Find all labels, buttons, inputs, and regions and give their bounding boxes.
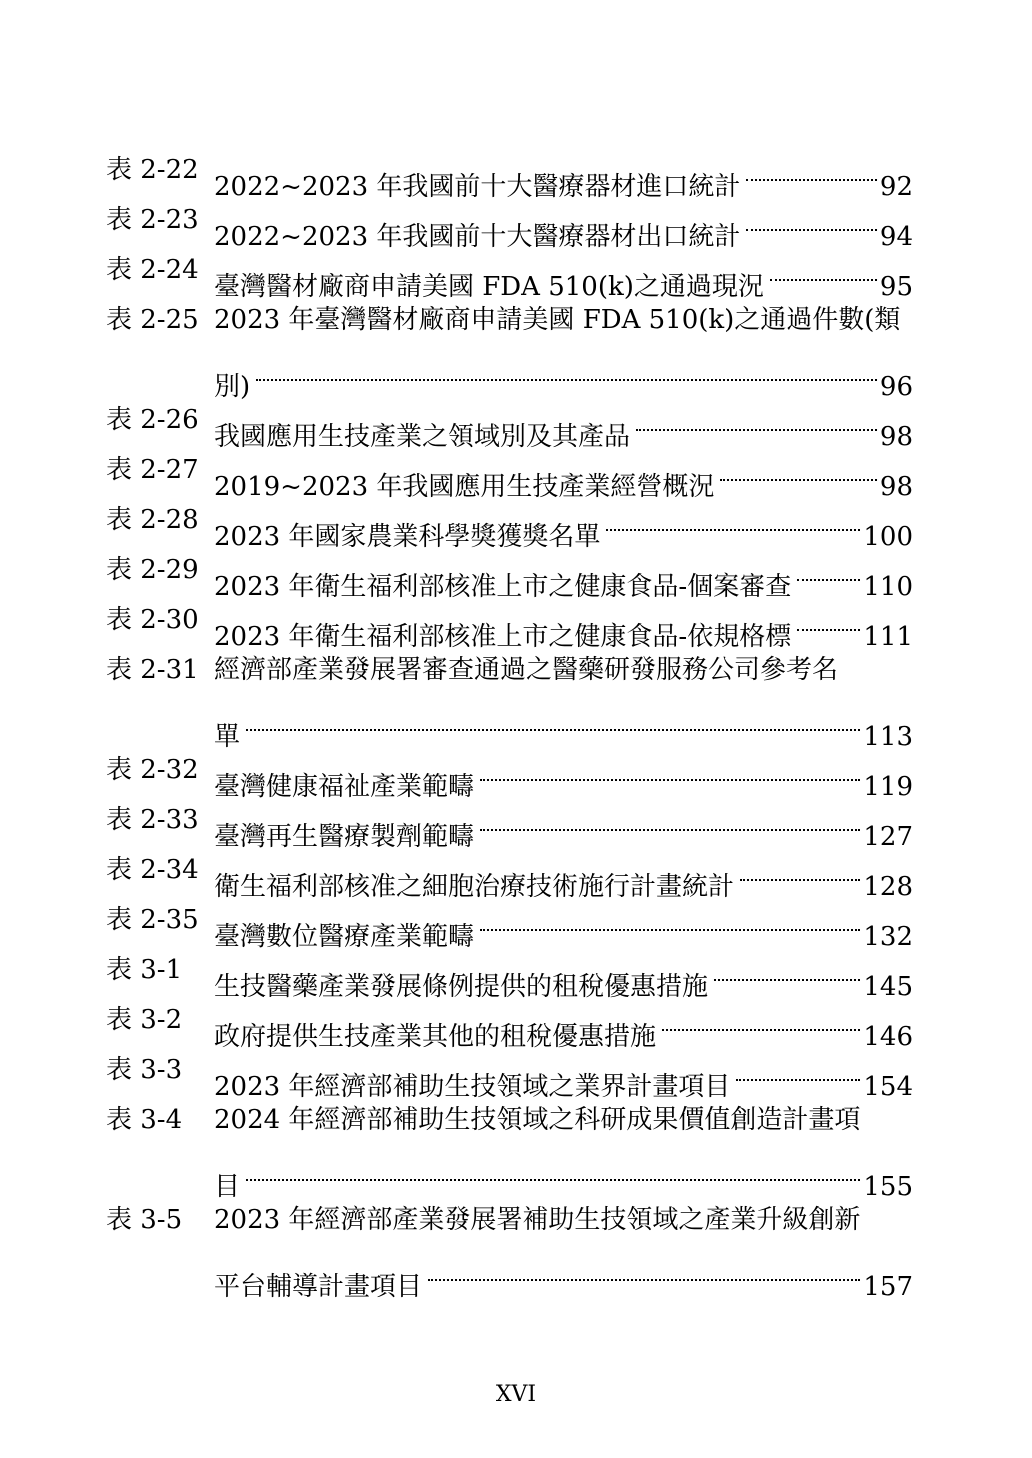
toc-entry-title: 2024 年經濟部補助生技領域之科研成果價值創造計畫項 — [214, 1105, 861, 1135]
dot-leader — [480, 795, 860, 845]
toc-entry-line — [0, 1195, 1032, 1245]
dot-leader — [736, 1045, 860, 1095]
toc-entry-line — [0, 595, 1032, 652]
toc-entry[interactable] — [0, 1095, 1032, 1202]
toc-entry-page: 111 — [863, 622, 913, 652]
toc-entry-title: 2019~2023 年我國應用生技產業經營概況 — [214, 472, 715, 502]
toc-entry-line — [0, 1045, 1032, 1102]
toc-entry-title: 臺灣醫材廠商申請美國 FDA 510(k)之通過現況 — [214, 272, 764, 302]
toc-entry-title: 2022~2023 年我國前十大醫療器材出口統計 — [214, 222, 741, 252]
toc-entry-page: 146 — [863, 1022, 913, 1052]
toc-entry-title: 2023 年衛生福利部核准上市之健康食品-依規格標 — [214, 622, 792, 652]
toc-entry-line — [0, 145, 1032, 202]
toc-entry-label: 表 2-26 — [106, 405, 199, 435]
toc-entry-leader-row — [214, 1245, 913, 1312]
toc-entry-label: 表 2-30 — [106, 605, 199, 635]
toc-entry-line — [0, 945, 1032, 1002]
toc-entry[interactable] — [0, 945, 1032, 1002]
toc-entry-page: 128 — [863, 872, 913, 902]
toc-entry-page: 100 — [863, 522, 913, 552]
toc-entry-title: 2023 年經濟部補助生技領域之業界計畫項目 — [214, 1072, 731, 1102]
dot-leader — [606, 495, 860, 545]
toc-entry[interactable] — [0, 995, 1032, 1052]
toc-entry-label: 表 3-5 — [106, 1205, 183, 1235]
page-number: XVI — [495, 1382, 537, 1407]
toc-entry-line — [0, 745, 1032, 802]
toc-entry-title: 衛生福利部核准之細胞治療技術施行計畫統計 — [214, 872, 735, 902]
dot-leader — [246, 1145, 860, 1195]
toc-entry-line — [0, 345, 1032, 402]
toc-entry-line — [0, 1245, 1032, 1302]
dot-leader — [746, 145, 877, 195]
toc-entry-title: 單 — [214, 722, 241, 752]
toc-entry-title: 政府提供生技產業其他的租稅優惠措施 — [214, 1022, 657, 1052]
toc-entry[interactable] — [0, 545, 1032, 602]
toc-entry[interactable] — [0, 795, 1032, 852]
toc-entry[interactable] — [0, 745, 1032, 802]
dot-leader — [714, 945, 860, 995]
table-of-contents — [0, 145, 1032, 1302]
toc-entry-line — [0, 545, 1032, 602]
toc-entry-page: 110 — [863, 572, 913, 602]
toc-entry-label: 表 2-29 — [106, 555, 199, 585]
toc-entry-page: 127 — [863, 822, 913, 852]
toc-entry-title: 2023 年衛生福利部核准上市之健康食品-個案審查 — [214, 572, 792, 602]
toc-entry[interactable] — [0, 245, 1032, 302]
toc-entry-line — [0, 1095, 1032, 1145]
toc-entry-label: 表 3-2 — [106, 1005, 183, 1035]
toc-entry-label: 表 2-22 — [106, 155, 199, 185]
toc-entry-label: 表 2-31 — [106, 655, 199, 685]
toc-entry[interactable] — [0, 845, 1032, 902]
toc-entry-page: 92 — [879, 172, 913, 202]
toc-entry-line — [0, 895, 1032, 952]
toc-entry[interactable] — [0, 295, 1032, 402]
toc-entry[interactable] — [0, 495, 1032, 552]
toc-entry-page: 157 — [863, 1272, 913, 1302]
dot-leader — [797, 545, 860, 595]
toc-entry-label: 表 2-25 — [106, 305, 199, 335]
toc-entry-title: 我國應用生技產業之領域別及其產品 — [214, 422, 631, 452]
toc-entry-line — [0, 1145, 1032, 1202]
toc-entry-page: 98 — [879, 422, 913, 452]
toc-entry[interactable] — [0, 145, 1032, 202]
toc-entry-label: 表 2-35 — [106, 905, 199, 935]
toc-entry-label: 表 3-3 — [106, 1055, 183, 1085]
toc-entry-title: 臺灣數位醫療產業範疇 — [214, 922, 475, 952]
dot-leader — [770, 245, 877, 295]
toc-entry-title: 臺灣健康福祉產業範疇 — [214, 772, 475, 802]
toc-entry-page: 98 — [879, 472, 913, 502]
toc-entry-line — [0, 245, 1032, 302]
toc-entry-line — [0, 795, 1032, 852]
toc-entry[interactable] — [0, 445, 1032, 502]
toc-entry[interactable] — [0, 195, 1032, 252]
toc-entry-label: 表 3-1 — [106, 955, 183, 985]
toc-entry-title: 臺灣再生醫療製劑範疇 — [214, 822, 475, 852]
toc-entry-page: 132 — [863, 922, 913, 952]
toc-entry-page: 96 — [879, 372, 913, 402]
toc-entry[interactable] — [0, 595, 1032, 652]
toc-entry-title: 2023 年國家農業科學獎獲獎名單 — [214, 522, 601, 552]
toc-entry[interactable] — [0, 1195, 1032, 1302]
toc-entry[interactable] — [0, 895, 1032, 952]
toc-entry-label: 表 2-33 — [106, 805, 199, 835]
toc-entry-page: 145 — [863, 972, 913, 1002]
toc-entry[interactable] — [0, 1045, 1032, 1102]
toc-entry-title: 目 — [214, 1172, 241, 1202]
toc-entry-line — [0, 495, 1032, 552]
dot-leader — [246, 695, 860, 745]
toc-entry[interactable] — [0, 645, 1032, 752]
toc-entry-title: 平台輔導計畫項目 — [214, 1272, 423, 1302]
toc-entry-title: 2022~2023 年我國前十大醫療器材進口統計 — [214, 172, 741, 202]
dot-leader — [636, 395, 877, 445]
toc-entry-line — [0, 695, 1032, 752]
toc-entry-label: 表 2-23 — [106, 205, 199, 235]
toc-entry-title: 生技醫藥產業發展條例提供的租稅優惠措施 — [214, 972, 709, 1002]
dot-leader — [256, 345, 877, 395]
toc-entry-line — [0, 395, 1032, 452]
dot-leader — [428, 1245, 860, 1295]
toc-entry-title: 別) — [214, 372, 251, 402]
dot-leader — [480, 895, 860, 945]
toc-entry-label: 表 2-24 — [106, 255, 199, 285]
toc-entry-label: 表 2-34 — [106, 855, 199, 885]
toc-entry-title: 經濟部產業發展署審查通過之醫藥研發服務公司參考名 — [214, 655, 839, 685]
toc-entry-page: 119 — [863, 772, 913, 802]
toc-entry-label: 表 2-28 — [106, 505, 199, 535]
toc-entry-label: 表 2-32 — [106, 755, 199, 785]
toc-entry-label: 表 3-4 — [106, 1105, 183, 1135]
toc-entry-title: 2023 年臺灣醫材廠商申請美國 FDA 510(k)之通過件數(類 — [214, 305, 901, 335]
toc-entry-page: 95 — [879, 272, 913, 302]
dot-leader — [720, 445, 877, 495]
toc-entry[interactable] — [0, 395, 1032, 452]
dot-leader — [740, 845, 860, 895]
toc-entry-page: 113 — [863, 722, 913, 752]
toc-entry-line — [0, 845, 1032, 902]
toc-entry-page: 154 — [863, 1072, 913, 1102]
dot-leader — [480, 745, 860, 795]
toc-entry-line — [0, 195, 1032, 252]
toc-entry-page: 155 — [863, 1172, 913, 1202]
toc-entry-line — [0, 645, 1032, 695]
toc-entry-label: 表 2-27 — [106, 455, 199, 485]
toc-entry-line — [0, 295, 1032, 345]
dot-leader — [746, 195, 877, 245]
toc-entry-page: 94 — [879, 222, 913, 252]
toc-entry-line — [0, 995, 1032, 1052]
dot-leader — [662, 995, 860, 1045]
dot-leader — [797, 595, 860, 645]
toc-entry-title: 2023 年經濟部產業發展署補助生技領域之產業升級創新 — [214, 1205, 861, 1235]
toc-entry-line — [0, 445, 1032, 502]
